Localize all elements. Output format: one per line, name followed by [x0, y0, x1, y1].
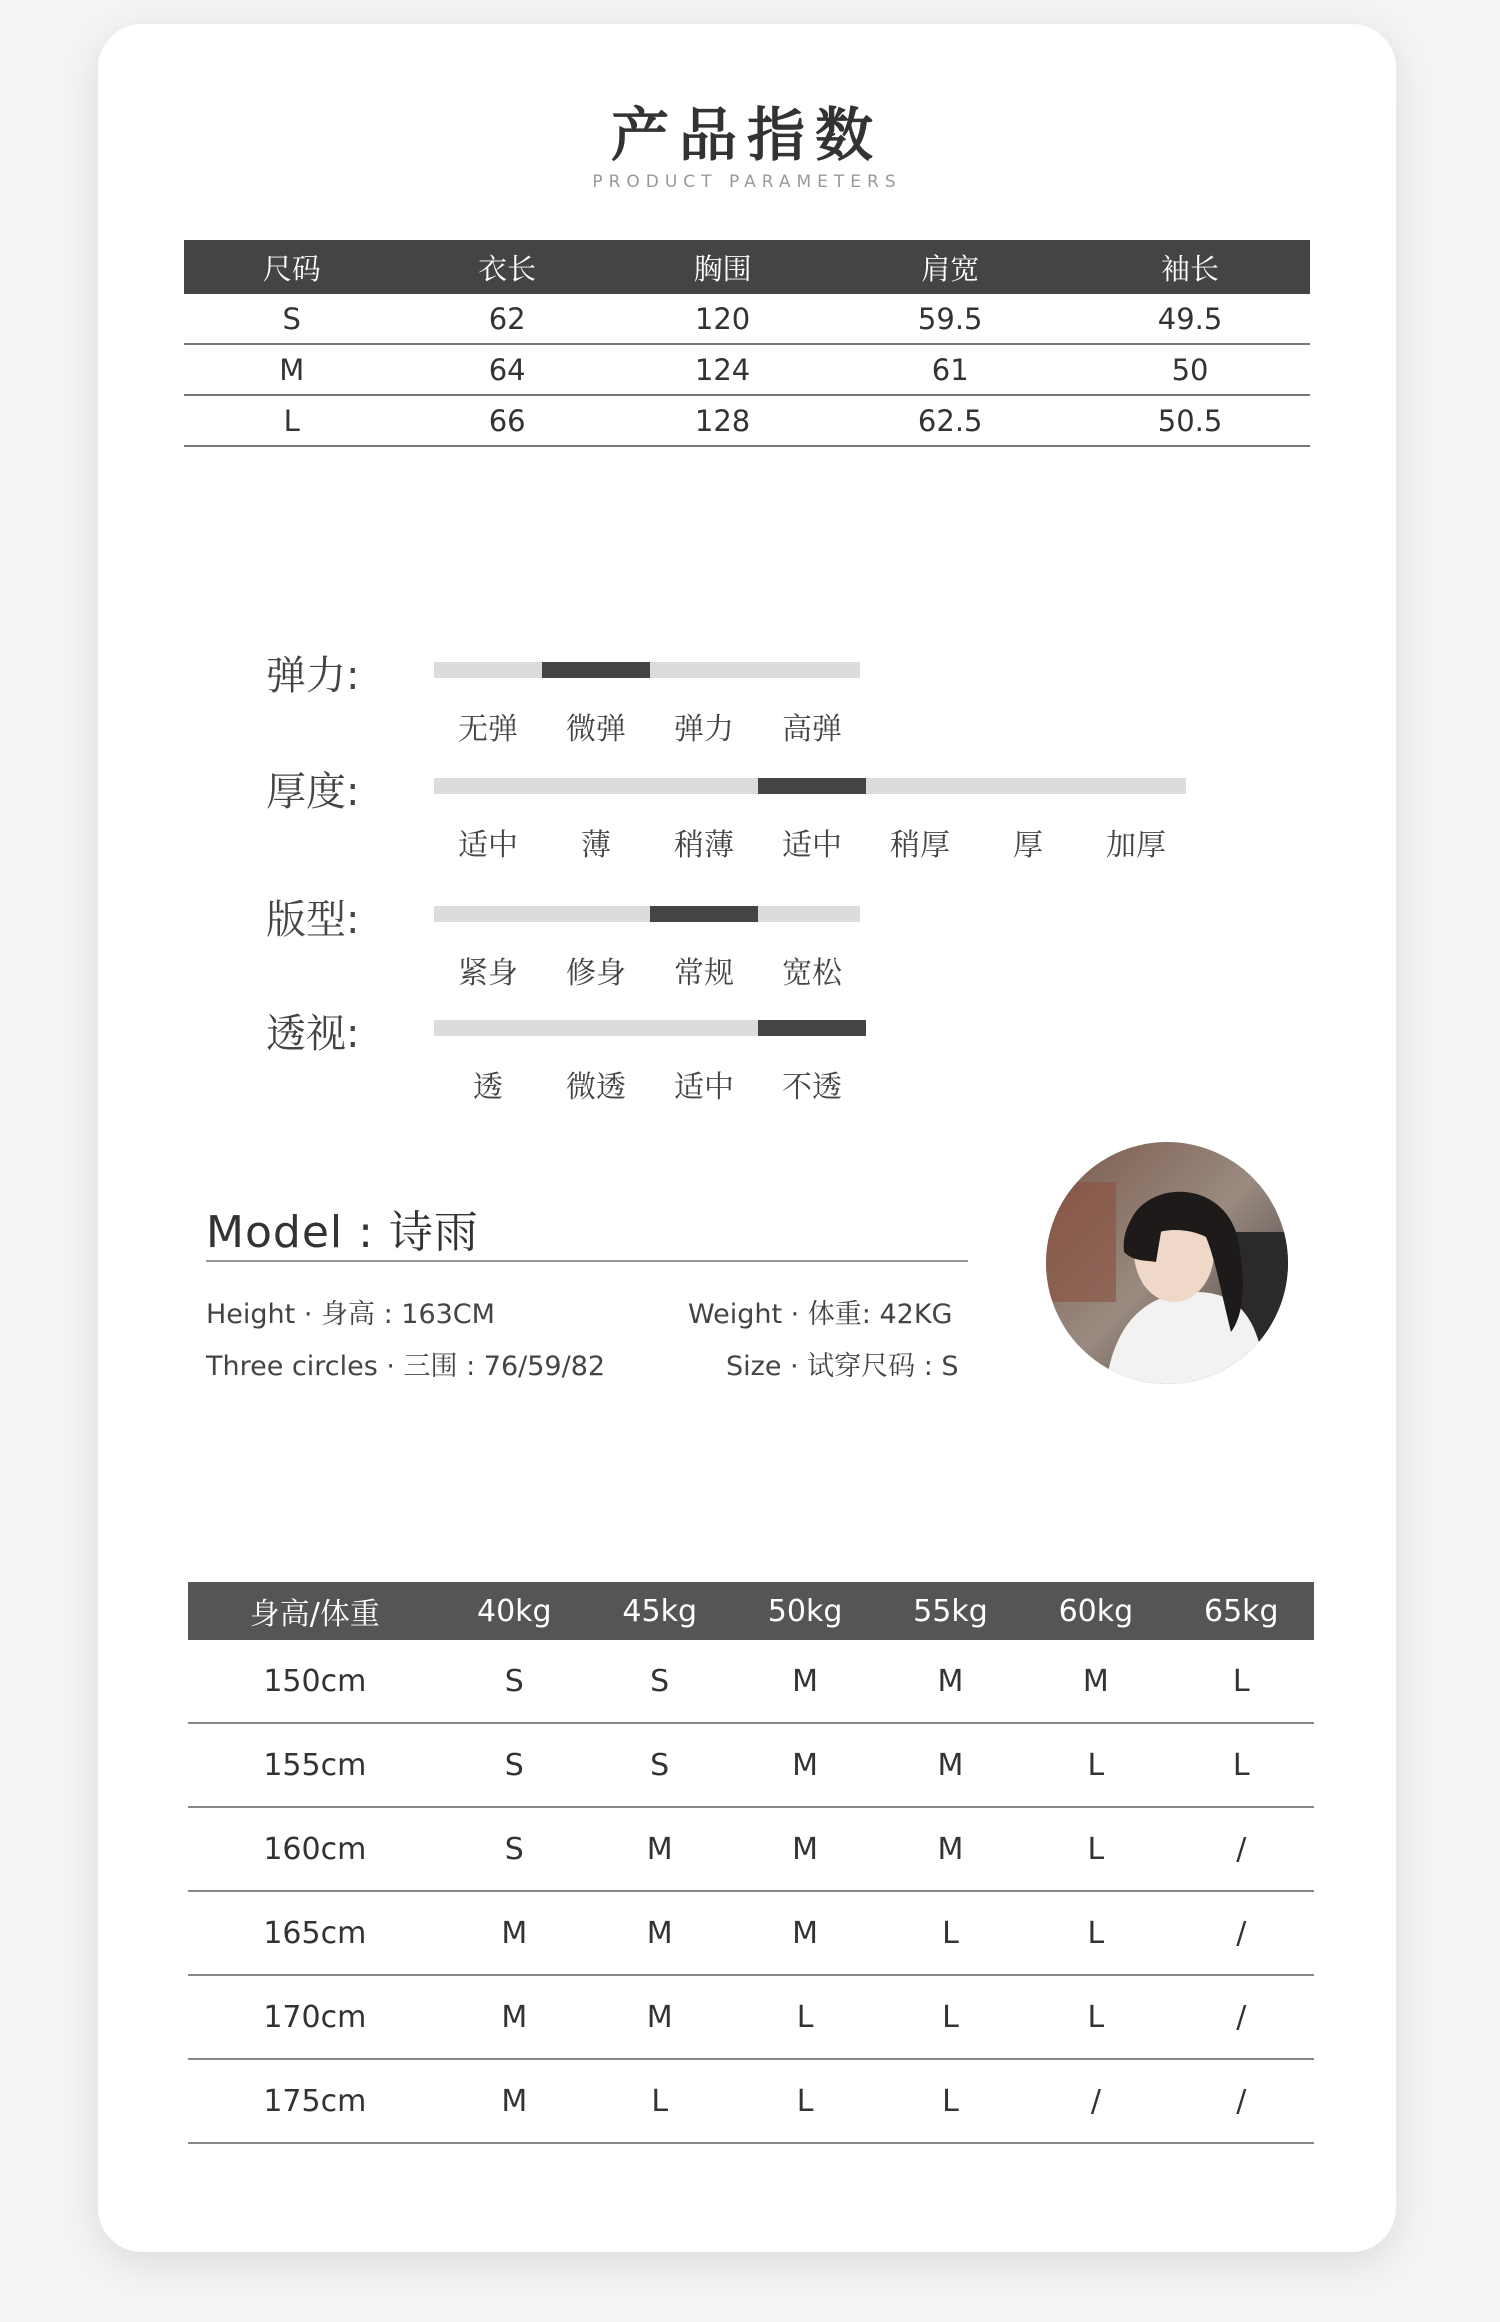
column-header: 50kg — [732, 1582, 877, 1640]
table-cell: M — [732, 1891, 877, 1975]
table-cell: M — [587, 1975, 732, 2059]
table-cell: 50 — [1070, 344, 1310, 395]
attr-label: 版型: — [266, 897, 360, 943]
model-measurements: Three circles · 三围 : 76/59/82 — [206, 1351, 606, 1382]
column-header: 身高/体重 — [188, 1582, 442, 1640]
column-header: 肩宽 — [830, 240, 1070, 294]
scale-option: 薄 — [581, 828, 611, 863]
table-cell: M — [184, 344, 399, 395]
table-row — [188, 2059, 1314, 2143]
model-name: Model : 诗雨 — [206, 1207, 479, 1258]
scale-option: 不透 — [782, 1070, 842, 1105]
table-cell: M — [587, 1891, 732, 1975]
table-row — [188, 1723, 1314, 1807]
table-cell: 160cm — [188, 1807, 442, 1891]
table-row — [184, 294, 1310, 344]
table-row — [188, 1975, 1314, 2059]
table-cell: / — [1023, 2059, 1168, 2143]
scale-option: 常规 — [674, 956, 734, 991]
table-cell: 62 — [399, 294, 614, 344]
table-cell: / — [1169, 1891, 1314, 1975]
model-avatar — [1046, 1142, 1288, 1384]
table-cell: L — [732, 2059, 877, 2143]
column-header: 60kg — [1023, 1582, 1168, 1640]
table-cell: M — [442, 2059, 587, 2143]
table-cell: 120 — [615, 294, 830, 344]
divider — [206, 1260, 968, 1262]
table-cell: S — [587, 1723, 732, 1807]
table-cell: S — [442, 1723, 587, 1807]
scale-option: 稍薄 — [674, 828, 734, 863]
table-cell: 170cm — [188, 1975, 442, 2059]
scale-selected-segment — [542, 662, 650, 678]
scale-option: 弹力 — [674, 712, 734, 747]
page-title: 产品指数 — [610, 101, 883, 169]
table-cell: M — [442, 1891, 587, 1975]
table-cell: L — [1023, 1807, 1168, 1891]
table-cell: 66 — [399, 395, 614, 446]
model-size: Size · 试穿尺码 : S — [726, 1351, 959, 1382]
table-cell: M — [878, 1723, 1023, 1807]
scale-track — [434, 906, 860, 922]
table-cell: 150cm — [188, 1640, 442, 1723]
column-header: 45kg — [587, 1582, 732, 1640]
table-cell: M — [878, 1640, 1023, 1723]
attr-label: 透视: — [266, 1011, 360, 1057]
scale-option: 厚 — [1013, 828, 1043, 863]
attr-label: 厚度: — [266, 769, 360, 815]
size-table — [184, 240, 1310, 447]
table-cell: / — [1169, 2059, 1314, 2143]
scale-selected-segment — [758, 1020, 866, 1036]
table-cell: S — [442, 1640, 587, 1723]
attr-label: 弹力: — [266, 653, 360, 699]
scale-selected-segment — [650, 906, 758, 922]
scale-option: 适中 — [782, 828, 842, 863]
table-cell: L — [732, 1975, 877, 2059]
table-cell: 165cm — [188, 1891, 442, 1975]
table-cell: M — [442, 1975, 587, 2059]
column-header: 55kg — [878, 1582, 1023, 1640]
model-weight: Weight · 体重: 42KG — [688, 1299, 953, 1330]
table-cell: L — [1169, 1723, 1314, 1807]
column-header: 40kg — [442, 1582, 587, 1640]
page-subtitle: PRODUCT PARAMETERS — [592, 172, 902, 192]
scale-track — [434, 778, 1186, 794]
table-cell: S — [587, 1640, 732, 1723]
table-cell: L — [1169, 1640, 1314, 1723]
model-height: Height · 身高 : 163CM — [206, 1299, 495, 1330]
table-cell: L — [1023, 1891, 1168, 1975]
table-cell: L — [878, 1891, 1023, 1975]
scale-track — [434, 662, 860, 678]
table-row — [184, 395, 1310, 446]
scale-option: 无弹 — [458, 712, 518, 747]
table-cell: / — [1169, 1807, 1314, 1891]
table-cell: 62.5 — [830, 395, 1070, 446]
scale-option: 宽松 — [782, 956, 842, 991]
column-header: 65kg — [1169, 1582, 1314, 1640]
table-row — [188, 1807, 1314, 1891]
column-header: 袖长 — [1070, 240, 1310, 294]
table-cell: 49.5 — [1070, 294, 1310, 344]
size-recommendation-table — [188, 1582, 1314, 2144]
table-cell: M — [732, 1723, 877, 1807]
scale-option: 紧身 — [458, 956, 518, 991]
scale-option: 微弹 — [566, 712, 626, 747]
column-header: 衣长 — [399, 240, 614, 294]
table-cell: 124 — [615, 344, 830, 395]
table-cell: L — [184, 395, 399, 446]
table-cell: L — [1023, 1723, 1168, 1807]
table-cell: M — [878, 1807, 1023, 1891]
scale-option: 适中 — [674, 1070, 734, 1105]
scale-option: 加厚 — [1106, 828, 1166, 863]
table-cell: L — [1023, 1975, 1168, 2059]
scale-option: 适中 — [458, 828, 518, 863]
table-cell: L — [878, 2059, 1023, 2143]
table-cell: / — [1169, 1975, 1314, 2059]
table-cell: M — [1023, 1640, 1168, 1723]
scale-option: 稍厚 — [890, 828, 950, 863]
table-row — [184, 344, 1310, 395]
scale-selected-segment — [758, 778, 866, 794]
table-cell: S — [184, 294, 399, 344]
table-row — [188, 1891, 1314, 1975]
scale-option: 微透 — [566, 1070, 626, 1105]
table-row — [188, 1640, 1314, 1723]
scale-option: 高弹 — [782, 712, 842, 747]
table-cell: 50.5 — [1070, 395, 1310, 446]
table-cell: 128 — [615, 395, 830, 446]
column-header: 尺码 — [184, 240, 399, 294]
table-cell: 59.5 — [830, 294, 1070, 344]
table-cell: M — [732, 1640, 877, 1723]
table-cell: 61 — [830, 344, 1070, 395]
table-cell: 155cm — [188, 1723, 442, 1807]
table-cell: M — [587, 1807, 732, 1891]
table-cell: M — [732, 1807, 877, 1891]
scale-option: 修身 — [566, 956, 626, 991]
column-header: 胸围 — [615, 240, 830, 294]
table-cell: L — [878, 1975, 1023, 2059]
scale-track — [434, 1020, 860, 1036]
table-cell: L — [587, 2059, 732, 2143]
table-cell: 175cm — [188, 2059, 442, 2143]
table-cell: 64 — [399, 344, 614, 395]
table-cell: S — [442, 1807, 587, 1891]
scale-option: 透 — [473, 1070, 503, 1105]
